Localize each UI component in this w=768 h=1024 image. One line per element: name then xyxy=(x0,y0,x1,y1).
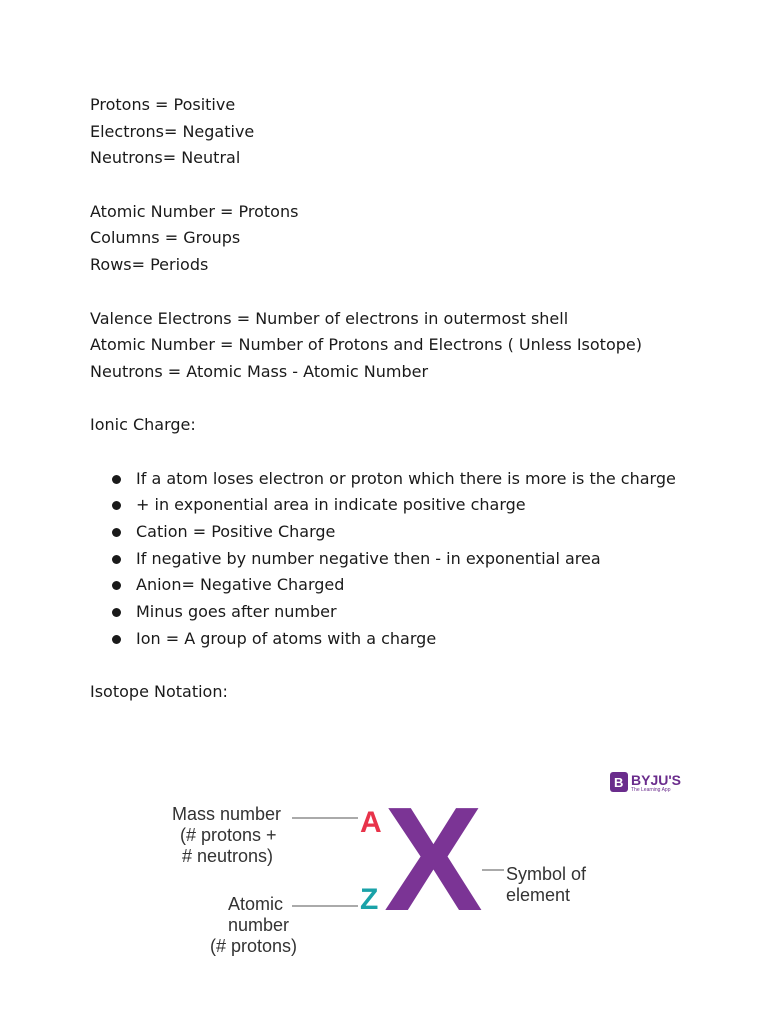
note-line: Columns = Groups xyxy=(90,228,241,248)
list-item xyxy=(90,626,676,653)
list-item xyxy=(90,519,676,546)
list-item-text: If a atom loses electron or proton which there is more is the charge xyxy=(136,468,676,488)
list-item xyxy=(90,492,676,519)
list-item-text: Minus goes after number xyxy=(136,602,337,622)
byjus-logo-name: BYJU'S xyxy=(631,772,682,788)
note-line: Protons = Positive xyxy=(90,95,236,114)
element-symbol-letter-x: X xyxy=(384,777,483,942)
bullet-icon xyxy=(112,635,121,644)
list-item xyxy=(90,599,676,626)
bullet-icon xyxy=(112,608,121,617)
atomic-number-sublabel-2: (# protons) xyxy=(210,936,298,956)
bullet-icon xyxy=(112,555,121,564)
bullet-icon xyxy=(112,581,121,590)
note-line: Rows= Periods xyxy=(90,255,209,275)
list-item-text: + in exponential area in indicate positive charge xyxy=(136,495,526,515)
byjus-logo xyxy=(610,772,681,793)
atomic-number-letter-z: Z xyxy=(360,883,379,916)
isotope-notation-heading: Isotope Notation: xyxy=(90,682,228,702)
note-line: Electrons= Negative xyxy=(90,121,255,141)
note-line: Neutrons= Neutral xyxy=(90,148,241,168)
list-item-text: Anion= Negative Charged xyxy=(136,575,345,595)
bullet-icon xyxy=(112,528,121,537)
mass-number-letter-a: A xyxy=(360,806,382,839)
note-line: Valence Electrons = Number of electrons in outermost shell xyxy=(90,308,569,328)
bullet-icon xyxy=(112,501,121,510)
atomic-number-label: Atomic xyxy=(228,894,284,914)
spacer xyxy=(90,653,730,680)
list-item xyxy=(90,466,676,493)
isotope-notation-diagram xyxy=(160,768,690,968)
symbol-of-element-sublabel: element xyxy=(506,885,571,905)
isotope-diagram-svg xyxy=(160,768,690,968)
byjus-logo-mark-letter: B xyxy=(614,775,624,790)
mass-number-sublabel-2: # neutrons) xyxy=(182,846,274,866)
note-line: Neutrons = Atomic Mass - Atomic Number xyxy=(90,361,429,381)
mass-number-sublabel-1: (# protons + xyxy=(180,825,277,845)
spacer xyxy=(90,439,730,466)
note-line: Atomic Number = Protons xyxy=(90,201,299,221)
notes-page xyxy=(90,92,730,706)
list-item xyxy=(90,546,676,573)
bullet-icon xyxy=(112,475,121,484)
ionic-bullet-list xyxy=(90,466,730,653)
symbol-of-element-label: Symbol of xyxy=(506,864,587,884)
mass-number-label: Mass number xyxy=(172,804,282,824)
note-line: Atomic Number = Number of Protons and Electrons ( Unless Isotope) xyxy=(90,335,642,355)
spacer xyxy=(90,386,730,413)
list-item xyxy=(90,572,676,599)
list-item-text: If negative by number negative then - in exponential area xyxy=(136,548,601,568)
byjus-logo-tagline: The Learning App xyxy=(631,787,671,793)
spacer xyxy=(90,279,730,306)
list-item-text: Ion = A group of atoms with a charge xyxy=(136,628,437,648)
atomic-number-sublabel-1: number xyxy=(228,915,290,935)
ionic-charge-heading: Ionic Charge: xyxy=(90,415,196,435)
list-item-text: Cation = Positive Charge xyxy=(136,522,336,542)
spacer xyxy=(90,172,730,199)
